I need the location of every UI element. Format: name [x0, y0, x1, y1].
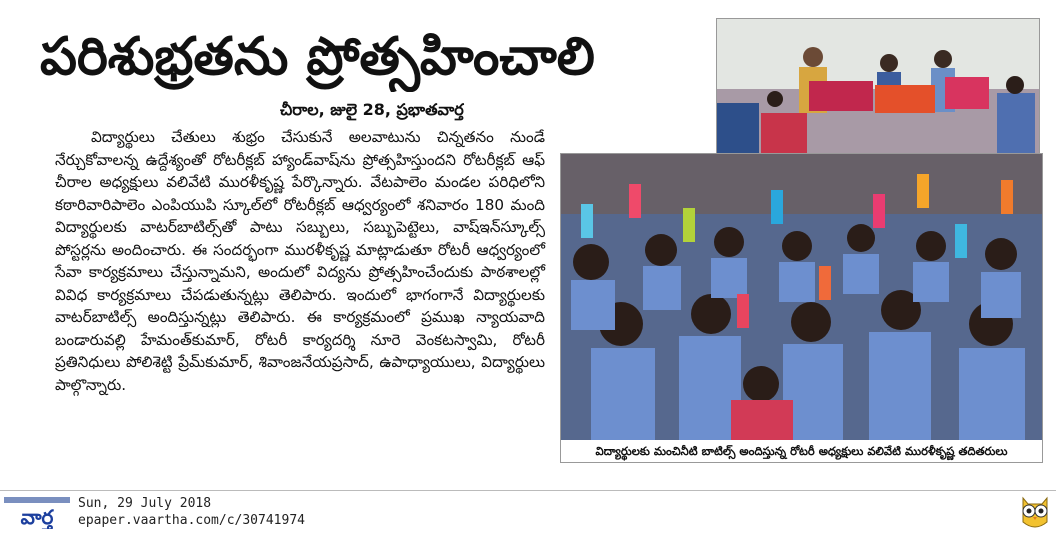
owl-icon[interactable]	[1016, 492, 1054, 532]
photo-caption: విద్యార్థులకు మంచినీటి బాటిల్స్ అందిస్తున్న రోటరీ అధ్యక్షులు వలివేటి మురళీకృష్ణ తదితరులు	[560, 440, 1043, 463]
event-photo-banner	[716, 18, 1040, 168]
article-body: విద్యార్థులు చేతులు శుభ్రం చేసుకునే అలవాటును చిన్నతనం నుండే నేర్చుకోవాలన్న ఉద్దేశ్యంతో రోటరీక్లబ్ హ్యాండ్‌వాష్‌ను ప్రోత్సహిస్తుందని రోటరీక్లబ్ ఆఫ్ చీరాల అధ్యక్షులు వలివేటి మురళీకృష్ణ పేర్కొన్నారు. వేటపాలెం మండల పరిధిలోని కఠారివారిపాలెం ఎంపియుపి స్కూల్‌లో రోటరీక్లబ్ ఆధ్వర్యంలో శనివారం 180 మంది విద్యార్థులకు వాటర్‌బాటిల్స్‌తో పాటు సబ్బులు, సబ్బుపెట్టెలు, వాష్‌ఇన్‌స్కూల్స్ పోస్టర్లను అందించారు. ఈ సందర్భంగా మురళీకృష్ణ మాట్లాడుతూ రోటరీ ఆధ్వర్యంలో సేవా కార్యక్రమాలు చేస్తున్నామని, అందులో విద్యను ప్రోత్సహించేందుకు పాఠశాలల్లో వివిధ కార్యక్రమాలు చేపడుతున్నట్లు తెలిపారు. ఇందులో భాగంగానే విద్యార్థులకు వాటర్‌బాటిల్స్ అందిస్తున్నట్లు తెలిపారు. ఈ కార్యక్రమంలో ప్రముఖ న్యాయవాది బండారువల్లి హేమంత్‌కుమార్, రోటరీ కార్యదర్శి నూరె వెంకటస్వామి, రోటరీ ప్రతినిధులు పోలిశెట్టి ప్రేమ్‌కుమార్, శివాంజనేయప్రసాద్, ఉపాధ్యాయులు, విద్యార్థులు పాల్గొన్నారు.	[55, 128, 545, 394]
edition-date: Sun, 29 July 2018	[78, 496, 212, 511]
epaper-url[interactable]: epaper.vaartha.com/c/30741974	[78, 513, 305, 528]
students-photo	[560, 153, 1043, 441]
footer-divider	[0, 490, 1056, 491]
vaartha-logo[interactable]	[4, 497, 70, 529]
article-headline: పరిశుభ్రతను ప్రోత్సహించాలి	[40, 27, 595, 87]
svg-text:వార్త: వార్త	[20, 505, 54, 529]
article-dateline: చీరాల, జులై 28, ప్రభాతవార్త	[280, 100, 464, 119]
